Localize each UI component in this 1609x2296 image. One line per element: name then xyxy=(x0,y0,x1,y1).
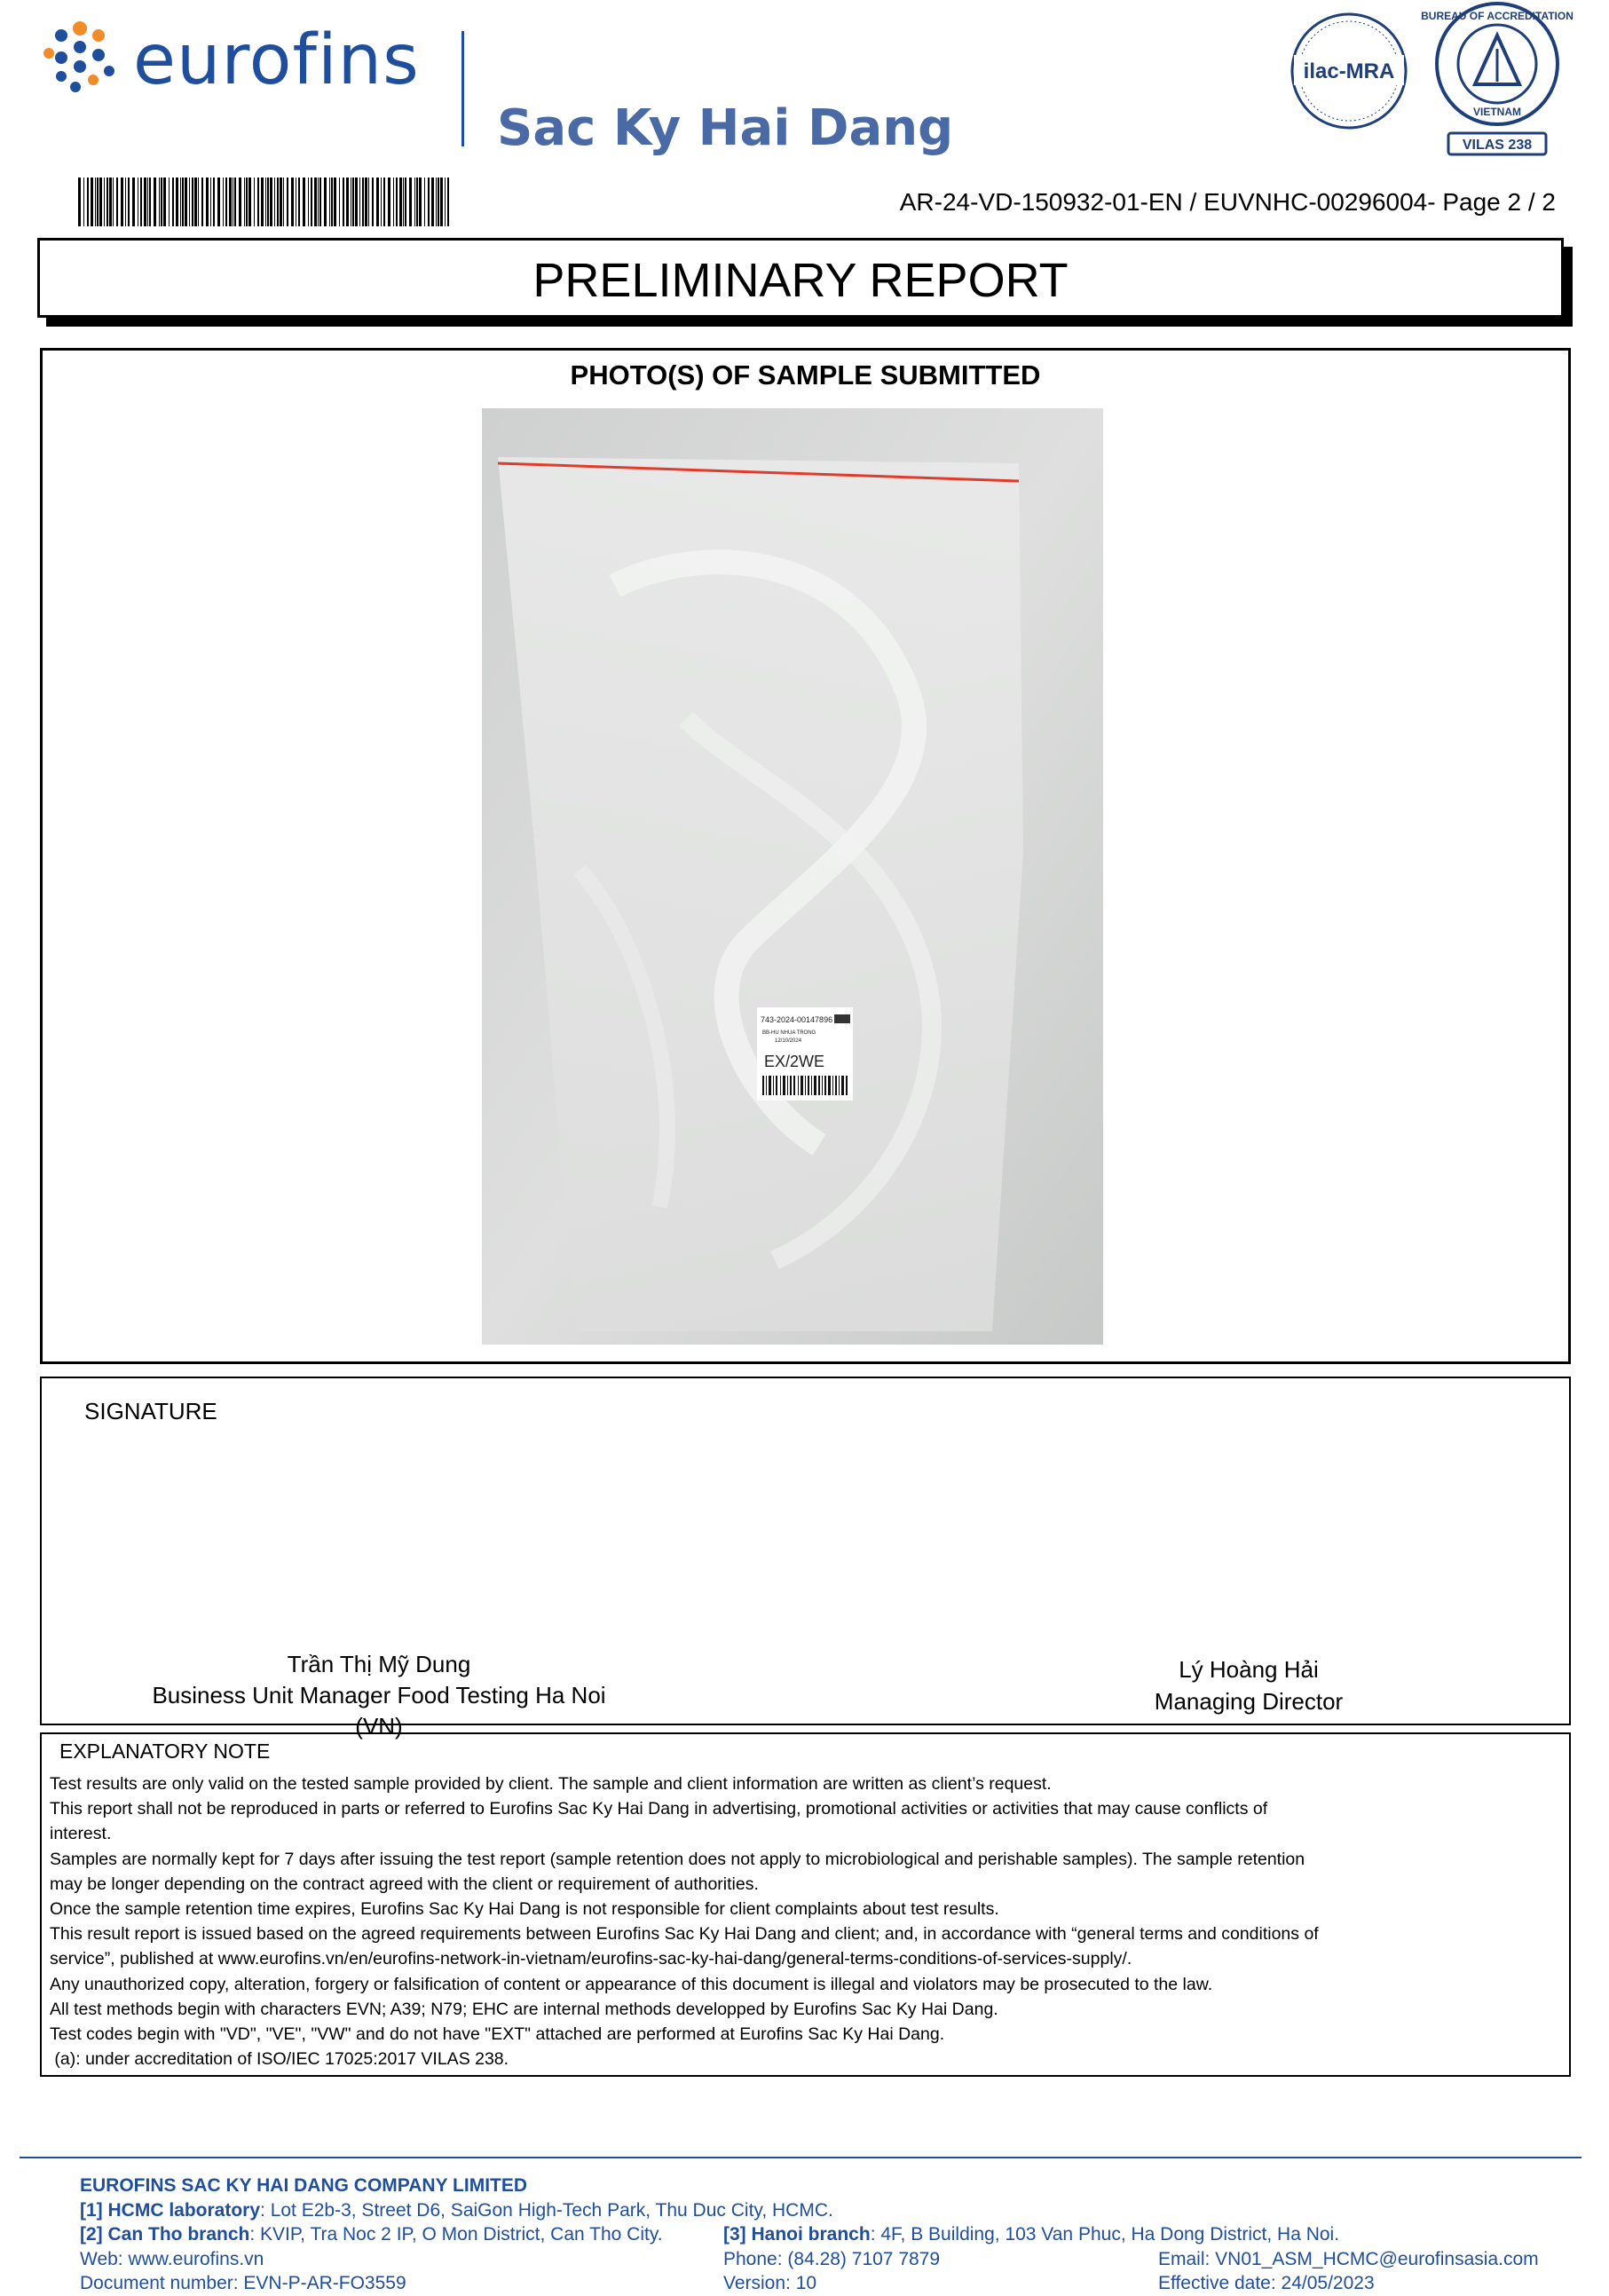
footer-web[interactable]: Web: www.eurofins.vn xyxy=(80,2248,264,2269)
note-line: interest. xyxy=(50,1824,112,1844)
svg-text:BUREAU OF ACCREDITATION: BUREAU OF ACCREDITATION xyxy=(1421,10,1574,22)
sample-photo xyxy=(482,408,1103,1345)
signature-heading: SIGNATURE xyxy=(84,1398,217,1424)
svg-text:VIETNAM: VIETNAM xyxy=(1473,106,1521,118)
eurofins-logo xyxy=(40,13,430,102)
eurofins-dots-icon xyxy=(40,18,120,98)
svg-text:BB-HU NHUA TRONG: BB-HU NHUA TRONG xyxy=(762,1030,816,1036)
explanatory-note-body xyxy=(50,1771,1434,2071)
explanatory-note-heading: EXPLANATORY NOTE xyxy=(59,1740,271,1763)
header-divider xyxy=(461,31,464,146)
report-reference: AR-24-VD-150932-01-EN / EUVNHC-00296004- Page 2 / 2 xyxy=(899,188,1556,216)
footer-branches xyxy=(80,2222,1589,2247)
note-line: Samples are normally kept for 7 days after issuing the test report (sample retention does not apply to microbiological and perishable samples). The sample retention xyxy=(50,1849,1305,1869)
hcmc-address: : Lot E2b-3, Street D6, SaiGon High-Tech Park, Thu Duc City, HCMC. xyxy=(260,2199,833,2221)
footer-effective-date: Effective date: 24/05/2023 xyxy=(1158,2273,1375,2293)
note-line: Once the sample retention time expires, Eurofins Sac Ky Hai Dang is not responsible for client complaints about test results. xyxy=(50,1899,999,1920)
sample-photo-section xyxy=(40,348,1571,1364)
footer-email[interactable]: Email: VN01_ASM_HCMC@eurofinsasia.com xyxy=(1158,2248,1539,2269)
note-line: This report shall not be reproduced in parts or referred to Eurofins Sac Ky Hai Dang in advertising, promotional activities or activities that may cause conflicts of xyxy=(50,1799,1268,1819)
sub-brand: Sac Ky Hai Dang xyxy=(497,99,954,157)
svg-text:ilac-MRA: ilac-MRA xyxy=(1303,59,1395,83)
explanatory-note-section xyxy=(40,1732,1571,2077)
cantho-label: [2] Can Tho branch xyxy=(80,2224,250,2245)
brand-name: eurofins xyxy=(133,20,420,100)
note-line: Test codes begin with "VD", "VE", "VW" and do not have "EXT" attached are performed at Eurofins Sac Ky Hai Dang. xyxy=(50,2024,945,2045)
footer-hcmc xyxy=(80,2198,1589,2223)
photo-section-title: PHOTO(S) OF SAMPLE SUBMITTED xyxy=(570,359,1041,391)
hcmc-label: [1] HCMC laboratory xyxy=(80,2199,261,2221)
document-barcode xyxy=(78,178,451,226)
footer-company-name: EUROFINS SAC KY HAI DANG COMPANY LIMITED xyxy=(80,2175,528,2196)
signatory-left xyxy=(130,1649,627,1742)
svg-text:12/10/2024: 12/10/2024 xyxy=(775,1038,802,1044)
note-line: All test methods begin with characters EVN; A39; N79; EHC are internal methods developped by Eurofins Sac Ky Hai Dang. xyxy=(50,1999,998,2019)
note-line: service”, published at www.eurofins.vn/en/eurofins-network-in-vietnam/eurofins-sac-ky-hai-dang/general-terms-conditions-of-services-supply/. xyxy=(50,1949,1132,1969)
footer-version: Version: 10 xyxy=(723,2273,817,2293)
svg-text:743-2024-00147896: 743-2024-00147896 xyxy=(761,1015,833,1024)
footer-document-number: Document number: EVN-P-AR-FO3559 xyxy=(80,2273,406,2293)
footer-phone: Phone: (84.28) 7107 7879 xyxy=(723,2248,941,2269)
footer-document-info xyxy=(80,2271,1589,2296)
accreditation-logo xyxy=(1421,0,1574,158)
note-line: may be longer depending on the contract agreed with the client or requirement of authorities. xyxy=(50,1874,759,1894)
note-line: (a): under accreditation of ISO/IEC 17025:2017 VILAS 238. xyxy=(50,2049,509,2070)
note-line: This result report is issued based on the agreed requirements between Eurofins Sac Ky Hai Dang and client; and, in accordance with “general terms and conditions of xyxy=(50,1924,1319,1945)
footer xyxy=(80,2174,1589,2296)
report-title: PRELIMINARY REPORT xyxy=(532,254,1069,307)
note-line: Any unauthorized copy, alteration, forgery or falsification of content or appearance of this document is illegal and violators may be prosecuted to the law. xyxy=(50,1974,1213,1994)
svg-text:EX/2WE: EX/2WE xyxy=(764,1053,825,1070)
svg-text:VILAS 238: VILAS 238 xyxy=(1462,138,1533,153)
ilac-mra-logo xyxy=(1287,9,1411,133)
report-title-box xyxy=(37,238,1564,318)
sample-label xyxy=(757,1007,853,1101)
footer-divider xyxy=(20,2157,1581,2158)
signatory-right xyxy=(1107,1653,1391,1717)
hanoi-address: : 4F, B Building, 103 Van Phuc, Ha Dong District, Ha Noi. xyxy=(870,2224,1340,2245)
signatory-right-name: Lý Hoàng Hải xyxy=(1179,1656,1319,1683)
signatory-right-title: Managing Director xyxy=(1154,1688,1344,1715)
signatory-left-title: Business Unit Manager Food Testing Ha Noi (VN) xyxy=(152,1682,606,1740)
signatory-left-name: Trần Thị Mỹ Dung xyxy=(287,1651,471,1677)
cantho-address: : KVIP, Tra Noc 2 IP, O Mon District, Can Tho City. xyxy=(249,2224,663,2245)
hanoi-label: [3] Hanoi branch xyxy=(723,2224,871,2245)
signature-section xyxy=(40,1377,1571,1740)
footer-contact xyxy=(80,2247,1589,2272)
note-line: Test results are only valid on the tested sample provided by client. The sample and client information are written as client’s request. xyxy=(50,1774,1052,1794)
